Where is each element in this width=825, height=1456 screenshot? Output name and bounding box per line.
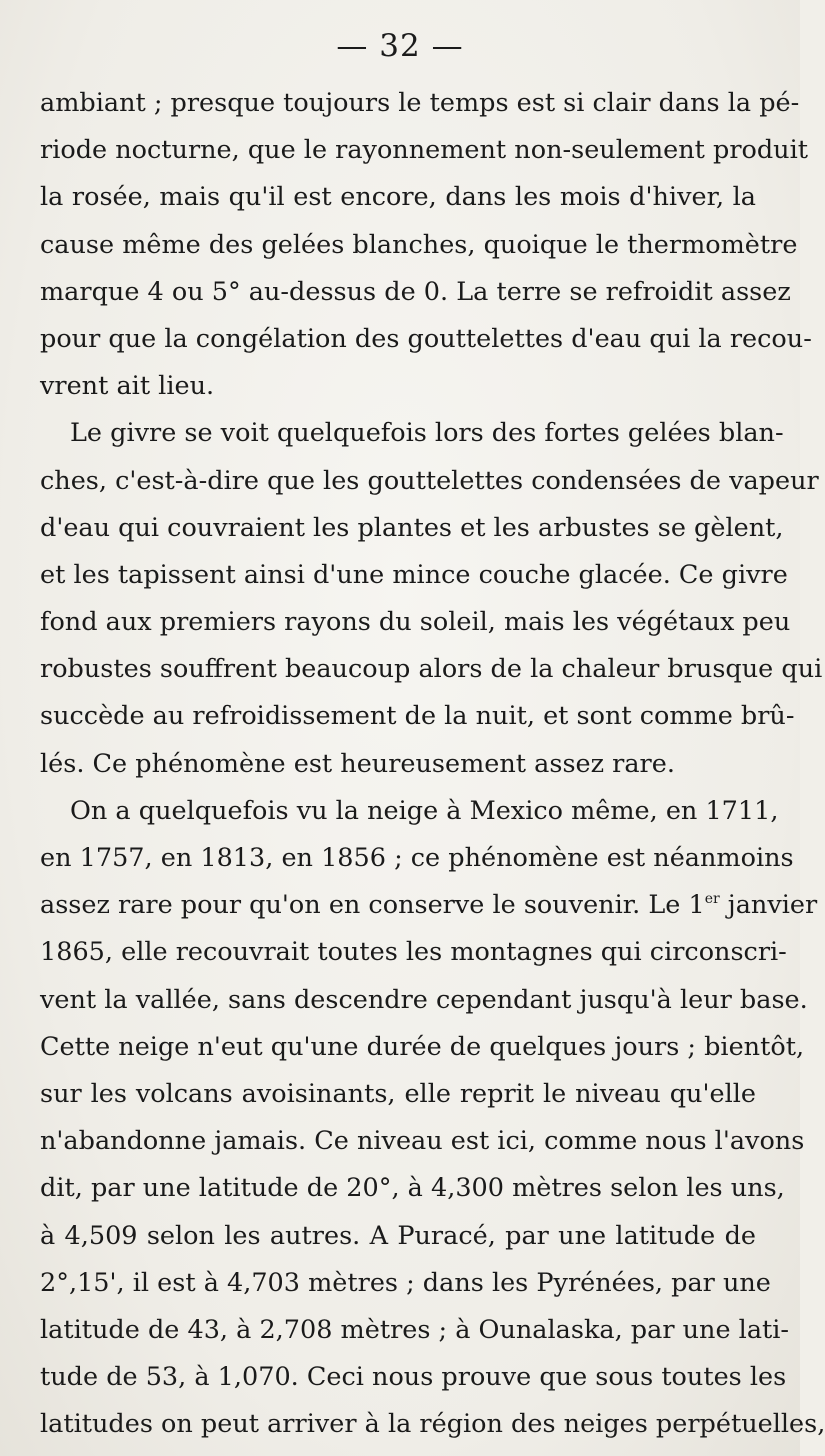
text-line: latitude de 43, à 2,708 mètres ; à Ounalaska, par une lati- xyxy=(40,1314,790,1345)
text-line: riode nocturne, que le rayonnement non-seulement produit xyxy=(40,135,809,166)
text-line: ches, c'est-à-dire que les gouttelettes condensées de vapeur xyxy=(40,465,819,496)
text-line: Cette neige n'eut qu'une durée de quelques jours ; bientôt, xyxy=(40,1031,805,1062)
text-line: Le givre se voit quelquefois lors des fortes gelées blan- xyxy=(70,418,784,449)
text-line: marque 4 ou 5° au-dessus de 0. La terre se refroidit assez xyxy=(40,276,791,307)
text-line: latitudes on peut arriver à la région des neiges perpétuelles, xyxy=(40,1409,825,1440)
text-line: 1865, elle recouvrait toutes les montagnes qui circonscri- xyxy=(40,937,787,968)
text-line: pour que la congélation des gouttelettes d'eau qui la recou- xyxy=(40,323,812,354)
text-line: fond aux premiers rayons du soleil, mais les végétaux peu xyxy=(40,607,791,638)
text-line: et les tapissent ainsi d'une mince couche glacée. Ce givre xyxy=(40,559,788,590)
text-line: tude de 53, à 1,070. Ceci nous prouve que sous toutes les xyxy=(40,1362,787,1393)
body-text xyxy=(40,80,825,1448)
text-line: à 4,509 selon les autres. A Puracé, par une latitude de xyxy=(40,1220,756,1251)
text-line: cause même des gelées blanches, quoique le thermomètre xyxy=(40,229,798,260)
text-line: vrent ait lieu. xyxy=(40,371,215,402)
text-line: vent la vallée, sans descendre cependant jusqu'à leur base. xyxy=(40,984,808,1015)
text-line: d'eau qui couvraient les plantes et les arbustes se gèlent, xyxy=(40,512,784,543)
text-line: assez rare pour qu'on en conserve le souvenir. Le 1er janvier xyxy=(40,890,818,921)
page-number: — 32 — xyxy=(336,28,464,64)
text-line: en 1757, en 1813, en 1856 ; ce phénomène est néanmoins xyxy=(40,843,794,873)
text-line: n'abandonne jamais. Ce niveau est ici, comme nous l'avons xyxy=(40,1126,805,1157)
text-line: ambiant ; presque toujours le temps est si clair dans la pé- xyxy=(40,88,800,118)
text-line: succède au refroidissement de la nuit, et sont comme brû- xyxy=(40,701,795,732)
text-line: lés. Ce phénomène est heureusement assez rare. xyxy=(40,748,675,779)
text-line: 2°,15', il est à 4,703 mètres ; dans les Pyrénées, par une xyxy=(40,1267,771,1298)
text-line: On a quelquefois vu la neige à Mexico même, en 1711, xyxy=(70,795,779,826)
text-line: robustes souffrent beaucoup alors de la chaleur brusque qui xyxy=(40,654,823,685)
text-line: sur les volcans avoisinants, elle reprit le niveau qu'elle xyxy=(40,1078,756,1109)
text-line: dit, par une latitude de 20°, à 4,300 mètres selon les uns, xyxy=(40,1173,785,1204)
text-line: la rosée, mais qu'il est encore, dans les mois d'hiver, la xyxy=(40,182,756,213)
